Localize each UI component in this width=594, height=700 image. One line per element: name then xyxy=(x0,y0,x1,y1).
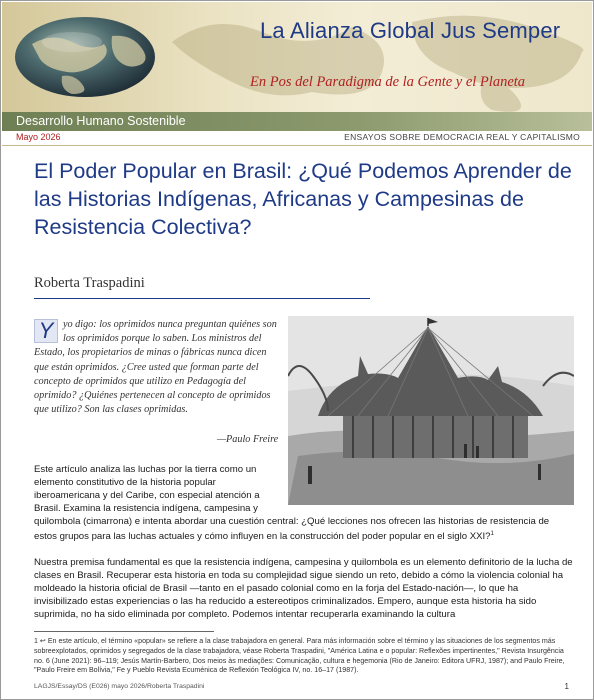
globe-icon xyxy=(12,14,158,100)
author-divider xyxy=(34,298,370,299)
organization-title: La Alianza Global Jus Semper xyxy=(260,18,561,43)
drop-cap: Y xyxy=(34,319,58,343)
issue-date: Mayo 2026 xyxy=(16,132,61,142)
footnote-divider xyxy=(34,631,214,632)
header-divider xyxy=(2,145,592,146)
issue-bar xyxy=(2,131,592,145)
author-name: Roberta Traspadini xyxy=(34,275,145,291)
tagline: En Pos del Paradigma de la Gente y el Planeta xyxy=(250,74,526,90)
header-banner xyxy=(2,2,592,112)
section-band xyxy=(2,112,592,131)
body-paragraph-1-continued xyxy=(34,515,574,543)
section-label: Desarrollo Humano Sostenible xyxy=(16,114,186,128)
series-label: ENSAYOS SOBRE DEMOCRACIA REAL Y CAPITALISMO xyxy=(344,132,580,142)
footnote-reference[interactable]: 1 xyxy=(490,531,494,537)
epigraph-author: —Paulo Freire xyxy=(217,434,279,445)
epigraph-text: yo digo: los oprimidos nunca preguntan quiénes son los oprimidos porque lo saben. Los ministros del Estado, los propietarios de minas o fábricas nunca dicen que están oprimidos. ¿Cree usted que forman parte del concepto de oprimidos que utilizo en Pedagogía del oprimido? ¿Quiénes pertenecen al concepto de oprimidos que utilizo? Son las clases oprimidas. xyxy=(34,319,277,416)
page-number: 1 xyxy=(564,682,569,691)
historical-engraving-image xyxy=(288,316,574,505)
page-footer: LAGJS/Essay/DS (E026) mayo 2026/Roberta Traspadini xyxy=(34,683,205,690)
epigraph xyxy=(34,318,278,417)
paragraph-text: quilombola (cimarrona) e intenta abordar una cuestión central: ¿Qué lecciones nos ofrecen las historias de resistencia de estos grupos para las luchas actuales y cómo influyen en la construcción del poder popular en el siglo XXI? xyxy=(34,516,550,543)
body-paragraph-2: Nuestra premisa fundamental es que la resistencia indígena, campesina y quilombola es un elemento definitorio de la lucha de clases en Brasil. Recuperar esta historia en toda su complejidad sigue siendo un reto, debido a cómo la violencia colonial ha moldeado la historia oficial de Brasil —tanto en el pasado colonial como en la forja del Estado-nación—, lo que ha invisibilizado estas experiencias o las ha reducido a estereotipos criminalizados. Empero, aunque esta historia ha sido suprimida, no ha sido eliminada por completo. Podemos intentar recuperarla examinando la cultura xyxy=(34,557,573,620)
article-title: El Poder Popular en Brasil: ¿Qué Podemos Aprender de las Historias Indígenas, Africanas y Campesinas de Resistencia Colectiva? xyxy=(34,159,572,239)
body-paragraph-1: Este artículo analiza las luchas por la tierra como un elemento constitutivo de la historia popular iberoamericana y del Caribe, con especial atención a Brasil. Examina la resistencia indígena, campesina y xyxy=(34,464,260,514)
footnote-1: 1 ↩ En este artículo, el término «popular» se refiere a la clase trabajadora en general. Para más información sobre el término y las situaciones de los segmentos más sobreexplotados, oprimidos y segregados de la clase trabajadora, véase Roberta Traspadini, "América Latina e o popular: Reflexões impertinentes," Revista Insurgência no. 6 (June 2021): 96–119; Jesús Martín-Barbero, Dos meios às mediações: Comunicação, cultura e hegemonia (Rio de Janeiro: Editora UFRJ, 1987); and Paulo Freire, "Paulo Freire em Bolívia," Fe y Pueblo Revista Ecuménica de Reflexión Teológica IV, no. 16–17 (1987). xyxy=(34,637,565,675)
